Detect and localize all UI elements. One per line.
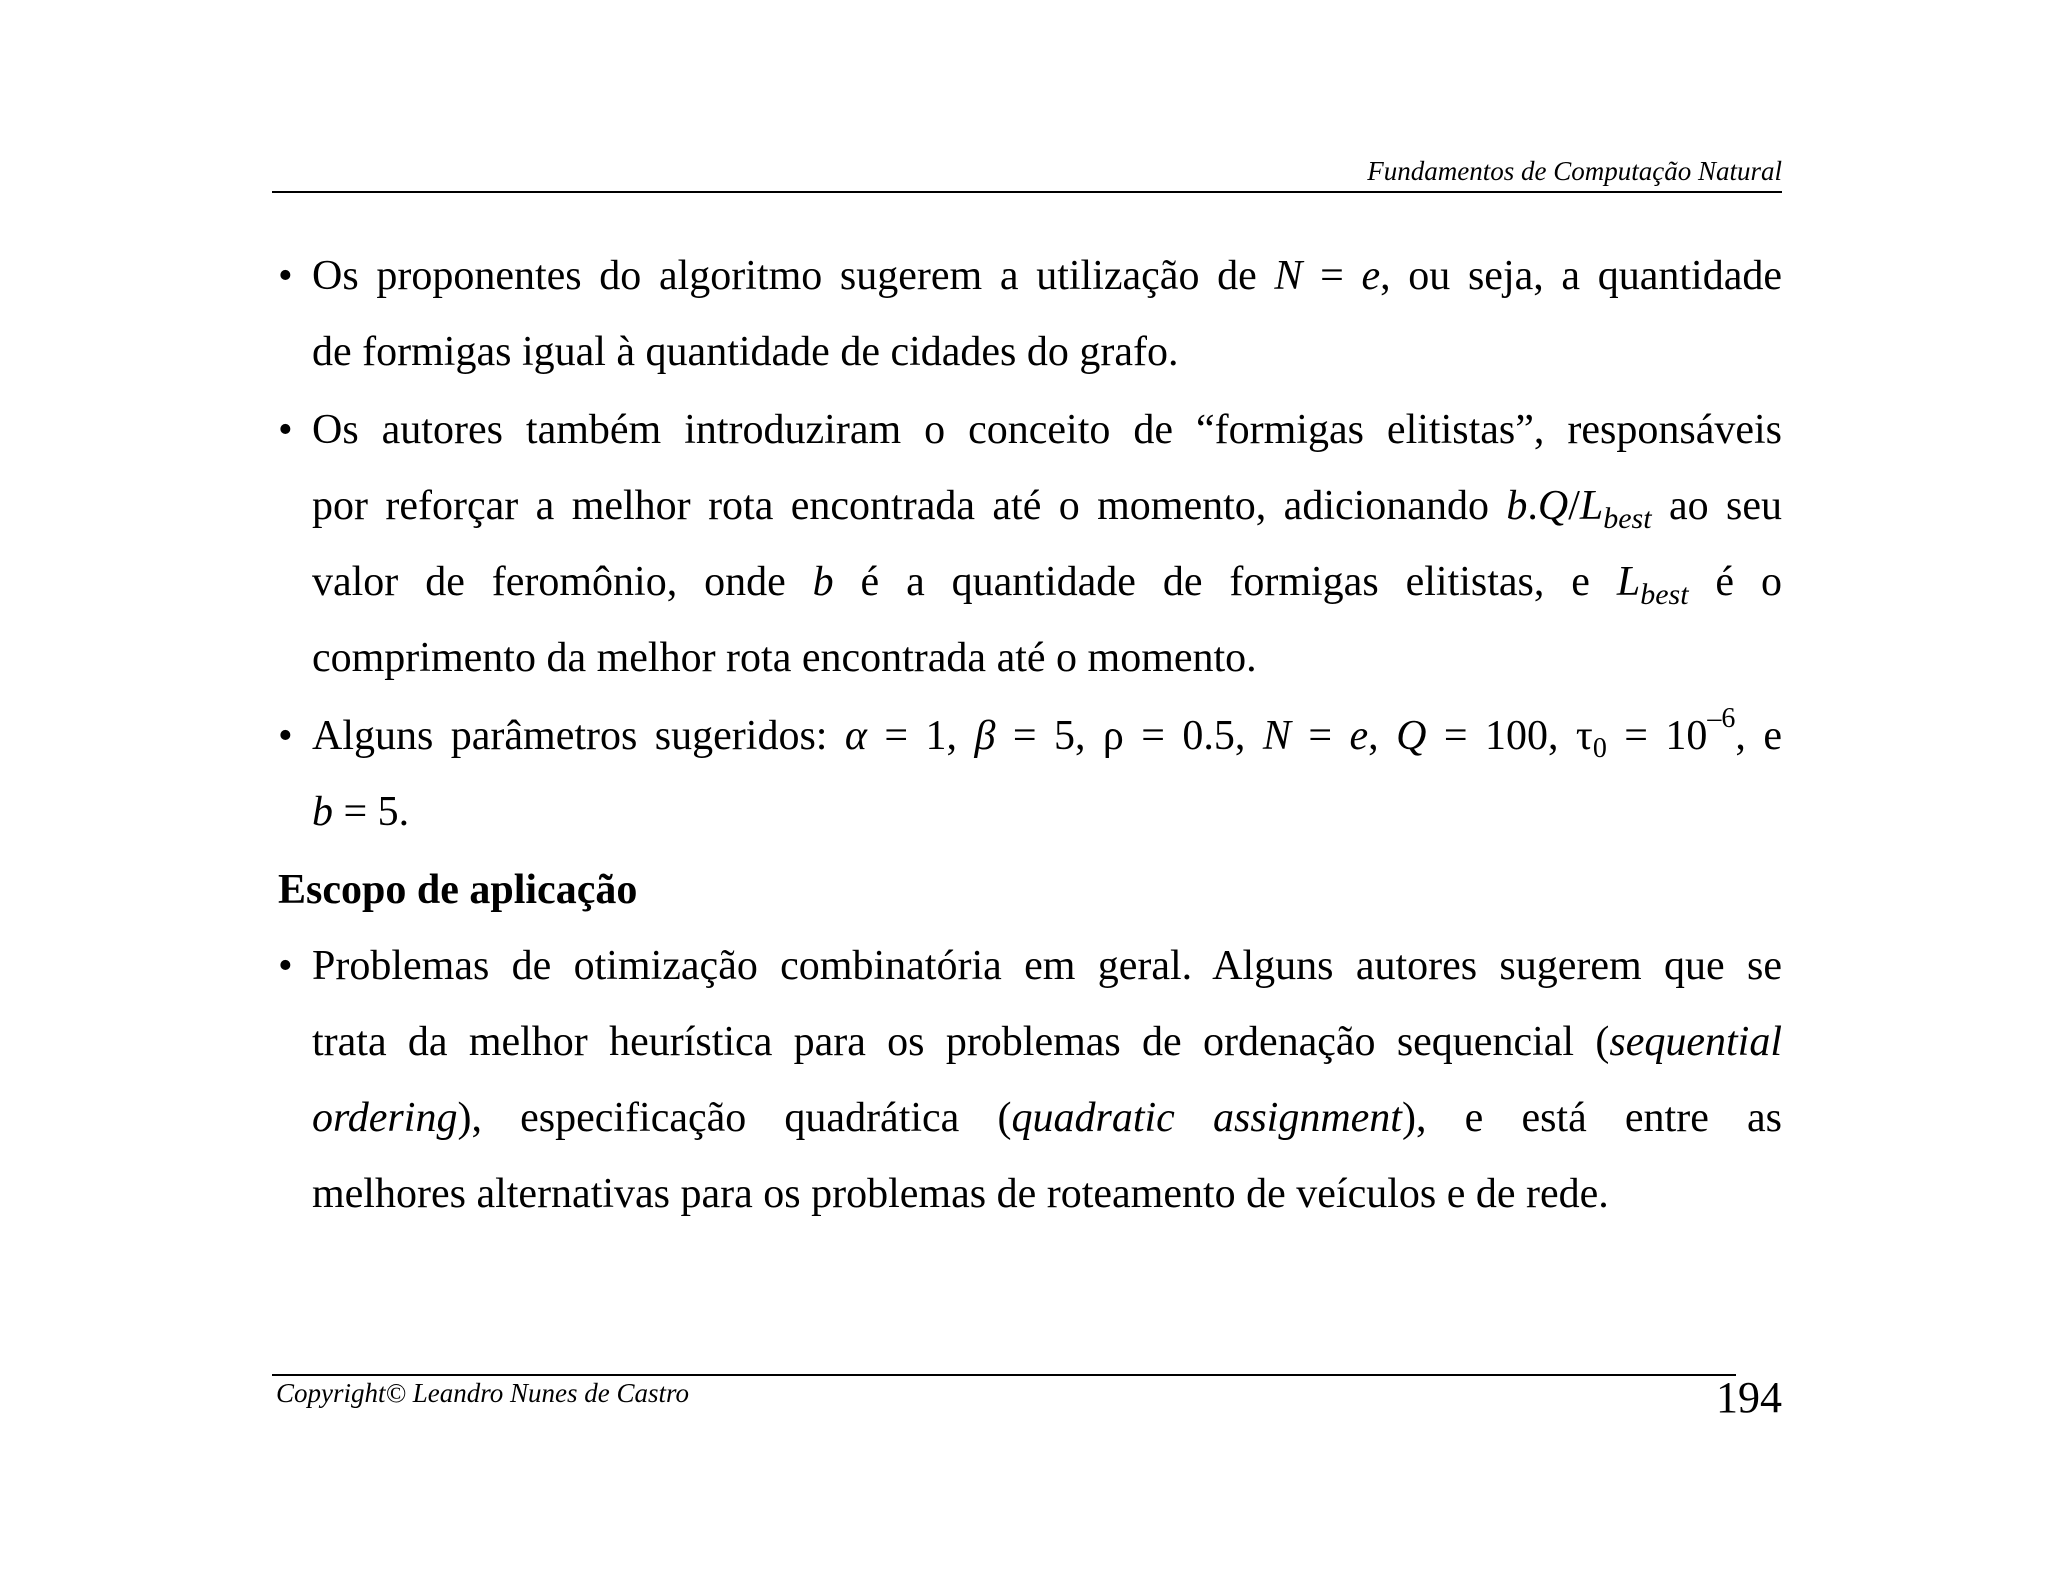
text-line: Problemas de otimização combinatória em geral. Alguns autores sugerem que se bbox=[312, 943, 1782, 989]
section-heading: Escopo de aplicação bbox=[278, 867, 638, 913]
bullet-icon: • bbox=[278, 253, 293, 299]
math-variable: ordering bbox=[312, 1095, 458, 1141]
bullet-item bbox=[278, 698, 1782, 850]
math-variable: b bbox=[1506, 483, 1528, 529]
math-variable: Q bbox=[1537, 483, 1569, 529]
text-line: melhores alternativas para os problemas de roteamento de veículos e de rede. bbox=[312, 1171, 1609, 1217]
math-variable: N bbox=[1274, 253, 1303, 299]
math-variable: N bbox=[1262, 713, 1291, 759]
bullet-item bbox=[278, 238, 1782, 390]
math-variable: sequential bbox=[1609, 1019, 1782, 1065]
math-variable: b bbox=[312, 789, 333, 835]
math-variable: quadratic assignment bbox=[1011, 1095, 1402, 1141]
bullet-list-parameters bbox=[278, 238, 1782, 850]
bullet-item bbox=[278, 392, 1782, 696]
bullet-icon: • bbox=[278, 943, 293, 989]
bullet-icon: • bbox=[278, 713, 293, 759]
math-variable: L bbox=[1579, 483, 1604, 529]
text-line: Os autores também introduziram o conceito de “formigas elitistas”, responsáveis bbox=[312, 407, 1782, 453]
text-line: Os proponentes do algoritmo sugerem a utilização de N = e, ou seja, a quantidade bbox=[312, 253, 1783, 299]
text-line: trata da melhor heurística para os problemas de ordenação sequencial (sequential bbox=[312, 1019, 1782, 1065]
math-variable: e bbox=[1361, 253, 1381, 299]
running-header-title: Fundamentos de Computação Natural bbox=[1367, 156, 1782, 186]
math-variable: b bbox=[812, 559, 834, 605]
text-line: Alguns parâmetros sugeridos: α = 1, β = 5, ρ = 0.5, N = e, Q = 100, $\tau 0 = 10^{-6}$, e bbox=[312, 703, 1782, 764]
subscript: best bbox=[1603, 502, 1652, 535]
text-line: valor de feromônio, onde b é a quantidade de formigas elitistas, e $L_{best}$ é o bbox=[312, 559, 1782, 611]
bullet-item bbox=[278, 928, 1782, 1232]
page-content bbox=[278, 238, 1782, 1234]
text-line: comprimento da melhor rota encontrada até o momento. bbox=[312, 635, 1257, 681]
math-variable: L bbox=[1616, 559, 1641, 605]
subscript: best bbox=[1640, 578, 1689, 611]
math-variable: β bbox=[974, 713, 996, 759]
text-line: por reforçar a melhor rota encontrada até o momento, adicionando $b.Q/L_{best}$ ao seu bbox=[312, 483, 1782, 535]
bullet-icon: • bbox=[278, 407, 293, 453]
text-line: b = 5. bbox=[312, 789, 410, 835]
subscript: 0 bbox=[1592, 733, 1607, 764]
superscript: –6 bbox=[1707, 703, 1736, 734]
footer-rule bbox=[272, 1374, 1736, 1376]
footer-copyright: Copyright© Leandro Nunes de Castro bbox=[276, 1378, 690, 1408]
math-variable: α bbox=[844, 713, 867, 759]
bullet-list-applications bbox=[278, 928, 1782, 1232]
page-number: 194 bbox=[1716, 1373, 1782, 1422]
math-variable: Q bbox=[1396, 713, 1427, 759]
text-line: de formigas igual à quantidade de cidades do grafo. bbox=[312, 329, 1179, 375]
text-line: ordering), especificação quadrática (quadratic assignment), e está entre as bbox=[312, 1095, 1782, 1141]
math-variable: e bbox=[1349, 713, 1369, 759]
header-rule bbox=[272, 191, 1782, 193]
